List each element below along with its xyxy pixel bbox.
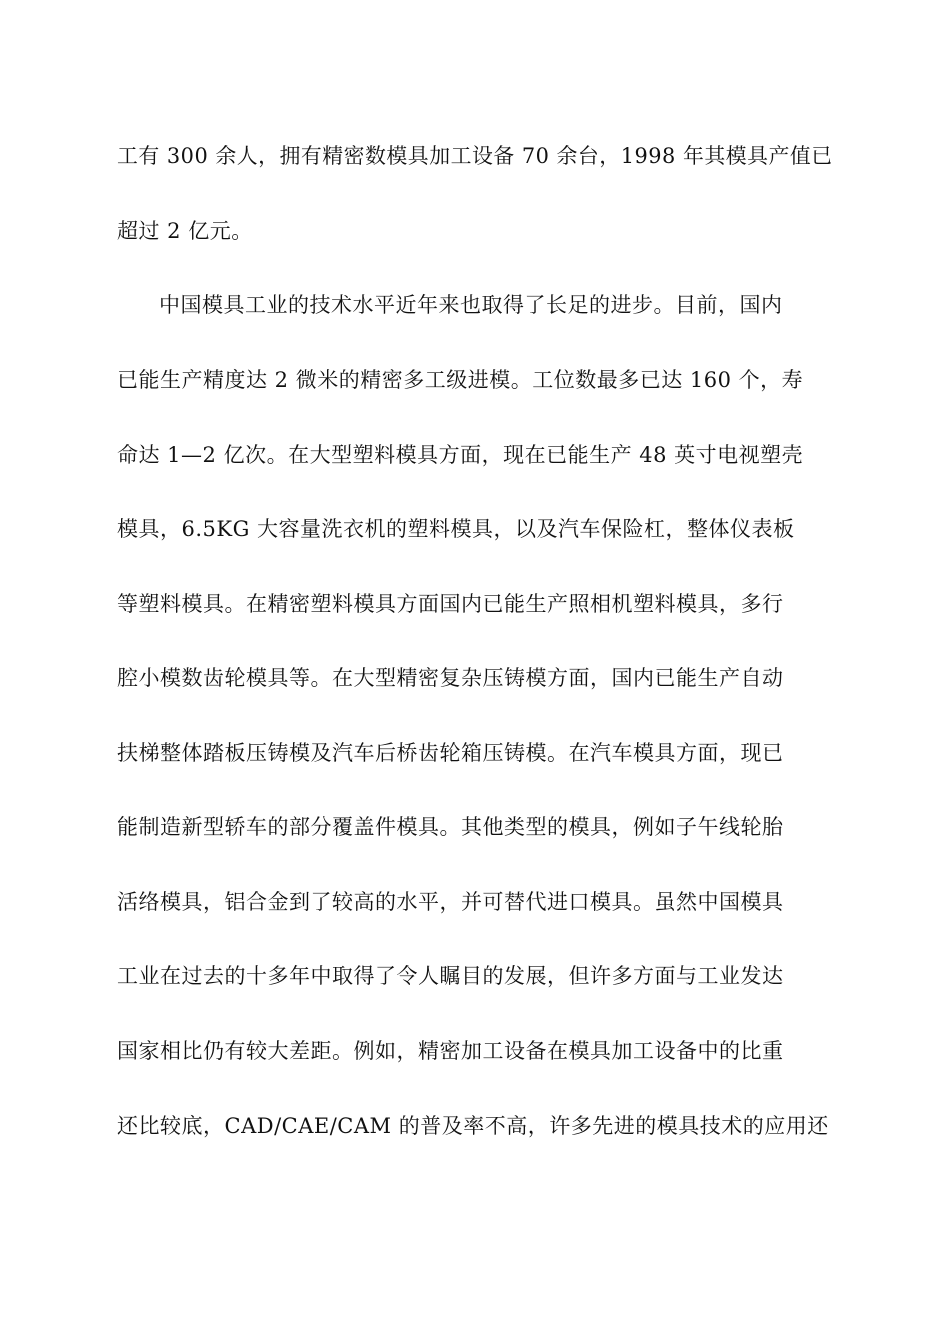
text-line: 腔小模数齿轮模具等。在大型精密复杂压铸模方面，国内已能生产自动 xyxy=(117,666,784,690)
text-line: 工有 300 余人，拥有精密数模具加工设备 70 余台，1998 年其模具产值已 xyxy=(117,144,833,168)
text-line: 扶梯整体踏板压铸模及汽车后桥齿轮箱压铸模。在汽车模具方面，现已 xyxy=(117,741,784,765)
text-line: 能制造新型轿车的部分覆盖件模具。其他类型的模具，例如子午线轮胎 xyxy=(117,815,784,839)
text-line: 已能生产精度达 2 微米的精密多工级进模。工位数最多已达 160 个，寿 xyxy=(117,368,804,392)
text-line: 超过 2 亿元。 xyxy=(117,219,253,243)
text-line: 还比较底，CAD/CAE/CAM 的普及率不高，许多先进的模具技术的应用还 xyxy=(117,1114,829,1138)
text-line: 国家相比仍有较大差距。例如，精密加工设备在模具加工设备中的比重 xyxy=(117,1039,784,1063)
text-line: 等塑料模具。在精密塑料模具方面国内已能生产照相机塑料模具，多行 xyxy=(117,592,784,616)
text-line: 活络模具，铝合金到了较高的水平，并可替代进口模具。虽然中国模具 xyxy=(117,890,784,914)
paragraph-first-line: 中国模具工业的技术水平近年来也取得了长足的进步。目前，国内 xyxy=(159,293,783,317)
text-line: 工业在过去的十多年中取得了令人瞩目的发展，但许多方面与工业发达 xyxy=(117,964,784,988)
text-line: 命达 1—2 亿次。在大型塑料模具方面，现在已能生产 48 英寸电视塑壳 xyxy=(117,443,804,467)
text-line: 模具，6.5KG 大容量洗衣机的塑料模具，以及汽车保险杠，整体仪表板 xyxy=(117,517,795,541)
